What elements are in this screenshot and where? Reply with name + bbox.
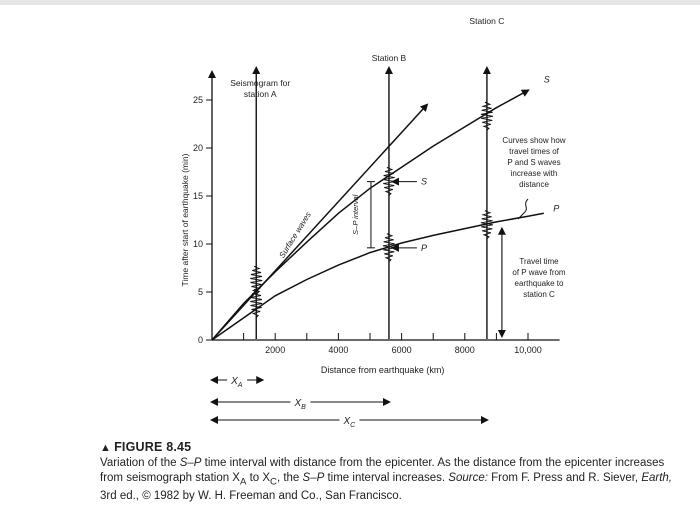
distance-xb-label: $X_B$ — [294, 398, 306, 411]
s-curve-label: S — [543, 74, 550, 85]
distance-xc-subscript: C — [350, 422, 356, 429]
axes-layer — [180, 72, 560, 375]
x-tick-label: 6000 — [391, 345, 412, 355]
travel-time-note-text: earthquake to — [514, 279, 564, 288]
curves-note-text: distance — [519, 180, 549, 189]
y-tick-label: 5 — [197, 287, 203, 297]
y-tick-label: 10 — [192, 239, 203, 249]
y-tick-label: 20 — [192, 143, 203, 153]
curves-note-text: Curves show how — [502, 136, 566, 145]
caption-text: time interval increases. — [324, 472, 449, 484]
caption-source-label: Source: — [448, 472, 488, 484]
x-tick-label: 4000 — [328, 345, 349, 355]
stations-layer — [250, 68, 493, 339]
distance-xa-subscript: A — [237, 382, 243, 389]
travel-time-note-text: station C — [523, 290, 555, 299]
p-marker-label: P — [420, 242, 427, 253]
caption-text: 3rd ed., © 1982 by W. H. Freeman and Co., San Francisco. — [100, 490, 402, 503]
y-tick-label: 25 — [192, 95, 203, 105]
caption-text: From F. Press and R. Siever, — [487, 472, 642, 484]
caption-subscript: A — [239, 476, 247, 488]
sp-interval-label: S–P interval — [350, 194, 360, 235]
triangle-icon: ▲ — [100, 442, 112, 454]
distance-xb-subscript: B — [301, 404, 306, 411]
station-seismogram — [383, 68, 395, 339]
caption-italic: S–P — [179, 457, 202, 469]
surface-wave-line — [212, 105, 427, 340]
distance-xa-label: $X_A$ — [231, 376, 243, 389]
travel-time-note-text: of P wave from — [512, 268, 566, 277]
caption-italic: S–P — [302, 472, 325, 484]
x-axis-label: Distance from earthquake (km) — [320, 365, 445, 375]
caption-text: Variation of the — [100, 457, 180, 469]
caption-body — [100, 456, 680, 504]
y-tick-label: 0 — [197, 335, 203, 345]
caption-text: time interval with distance from the epicenter. As the distance from the epicenter increases from seismograph station X — [100, 457, 665, 484]
caption-subscript: C — [270, 476, 277, 488]
s-marker-label: S — [420, 176, 427, 187]
station-b-label: Station B — [371, 53, 407, 63]
figure-title — [100, 440, 680, 456]
x-tick-label: 8000 — [454, 345, 475, 355]
station-seismogram — [250, 68, 262, 339]
station-seismogram — [481, 68, 493, 339]
caption-book-title: Earth, — [641, 472, 672, 484]
s-wave-curve — [212, 90, 528, 340]
figure-caption — [100, 440, 680, 504]
surface-waves-label: Surface waves — [277, 210, 313, 260]
curves-note-text: P and S waves — [507, 158, 561, 167]
x-tick-label: 10,000 — [514, 345, 542, 355]
station-a-label: Seismogram for — [230, 78, 291, 88]
curves-note-text: travel times of — [509, 147, 559, 156]
station-a-label: station A — [243, 89, 277, 99]
travel-time-note-text: Travel time — [519, 257, 559, 266]
figure-number: FIGURE 8.45 — [114, 440, 192, 454]
x-tick-label: 2000 — [265, 345, 286, 355]
curves-layer — [212, 90, 544, 340]
station-c-label: Station C — [469, 16, 505, 26]
y-axis-label: Time after start of earthquake (min) — [180, 153, 190, 287]
curves-note-text: increase with — [510, 169, 558, 178]
p-curve-label: P — [553, 203, 560, 214]
caption-text: to X — [246, 472, 271, 484]
y-tick-label: 15 — [192, 191, 203, 201]
caption-text: , the — [276, 472, 303, 484]
distance-xc-label: $X_C$ — [343, 416, 356, 429]
